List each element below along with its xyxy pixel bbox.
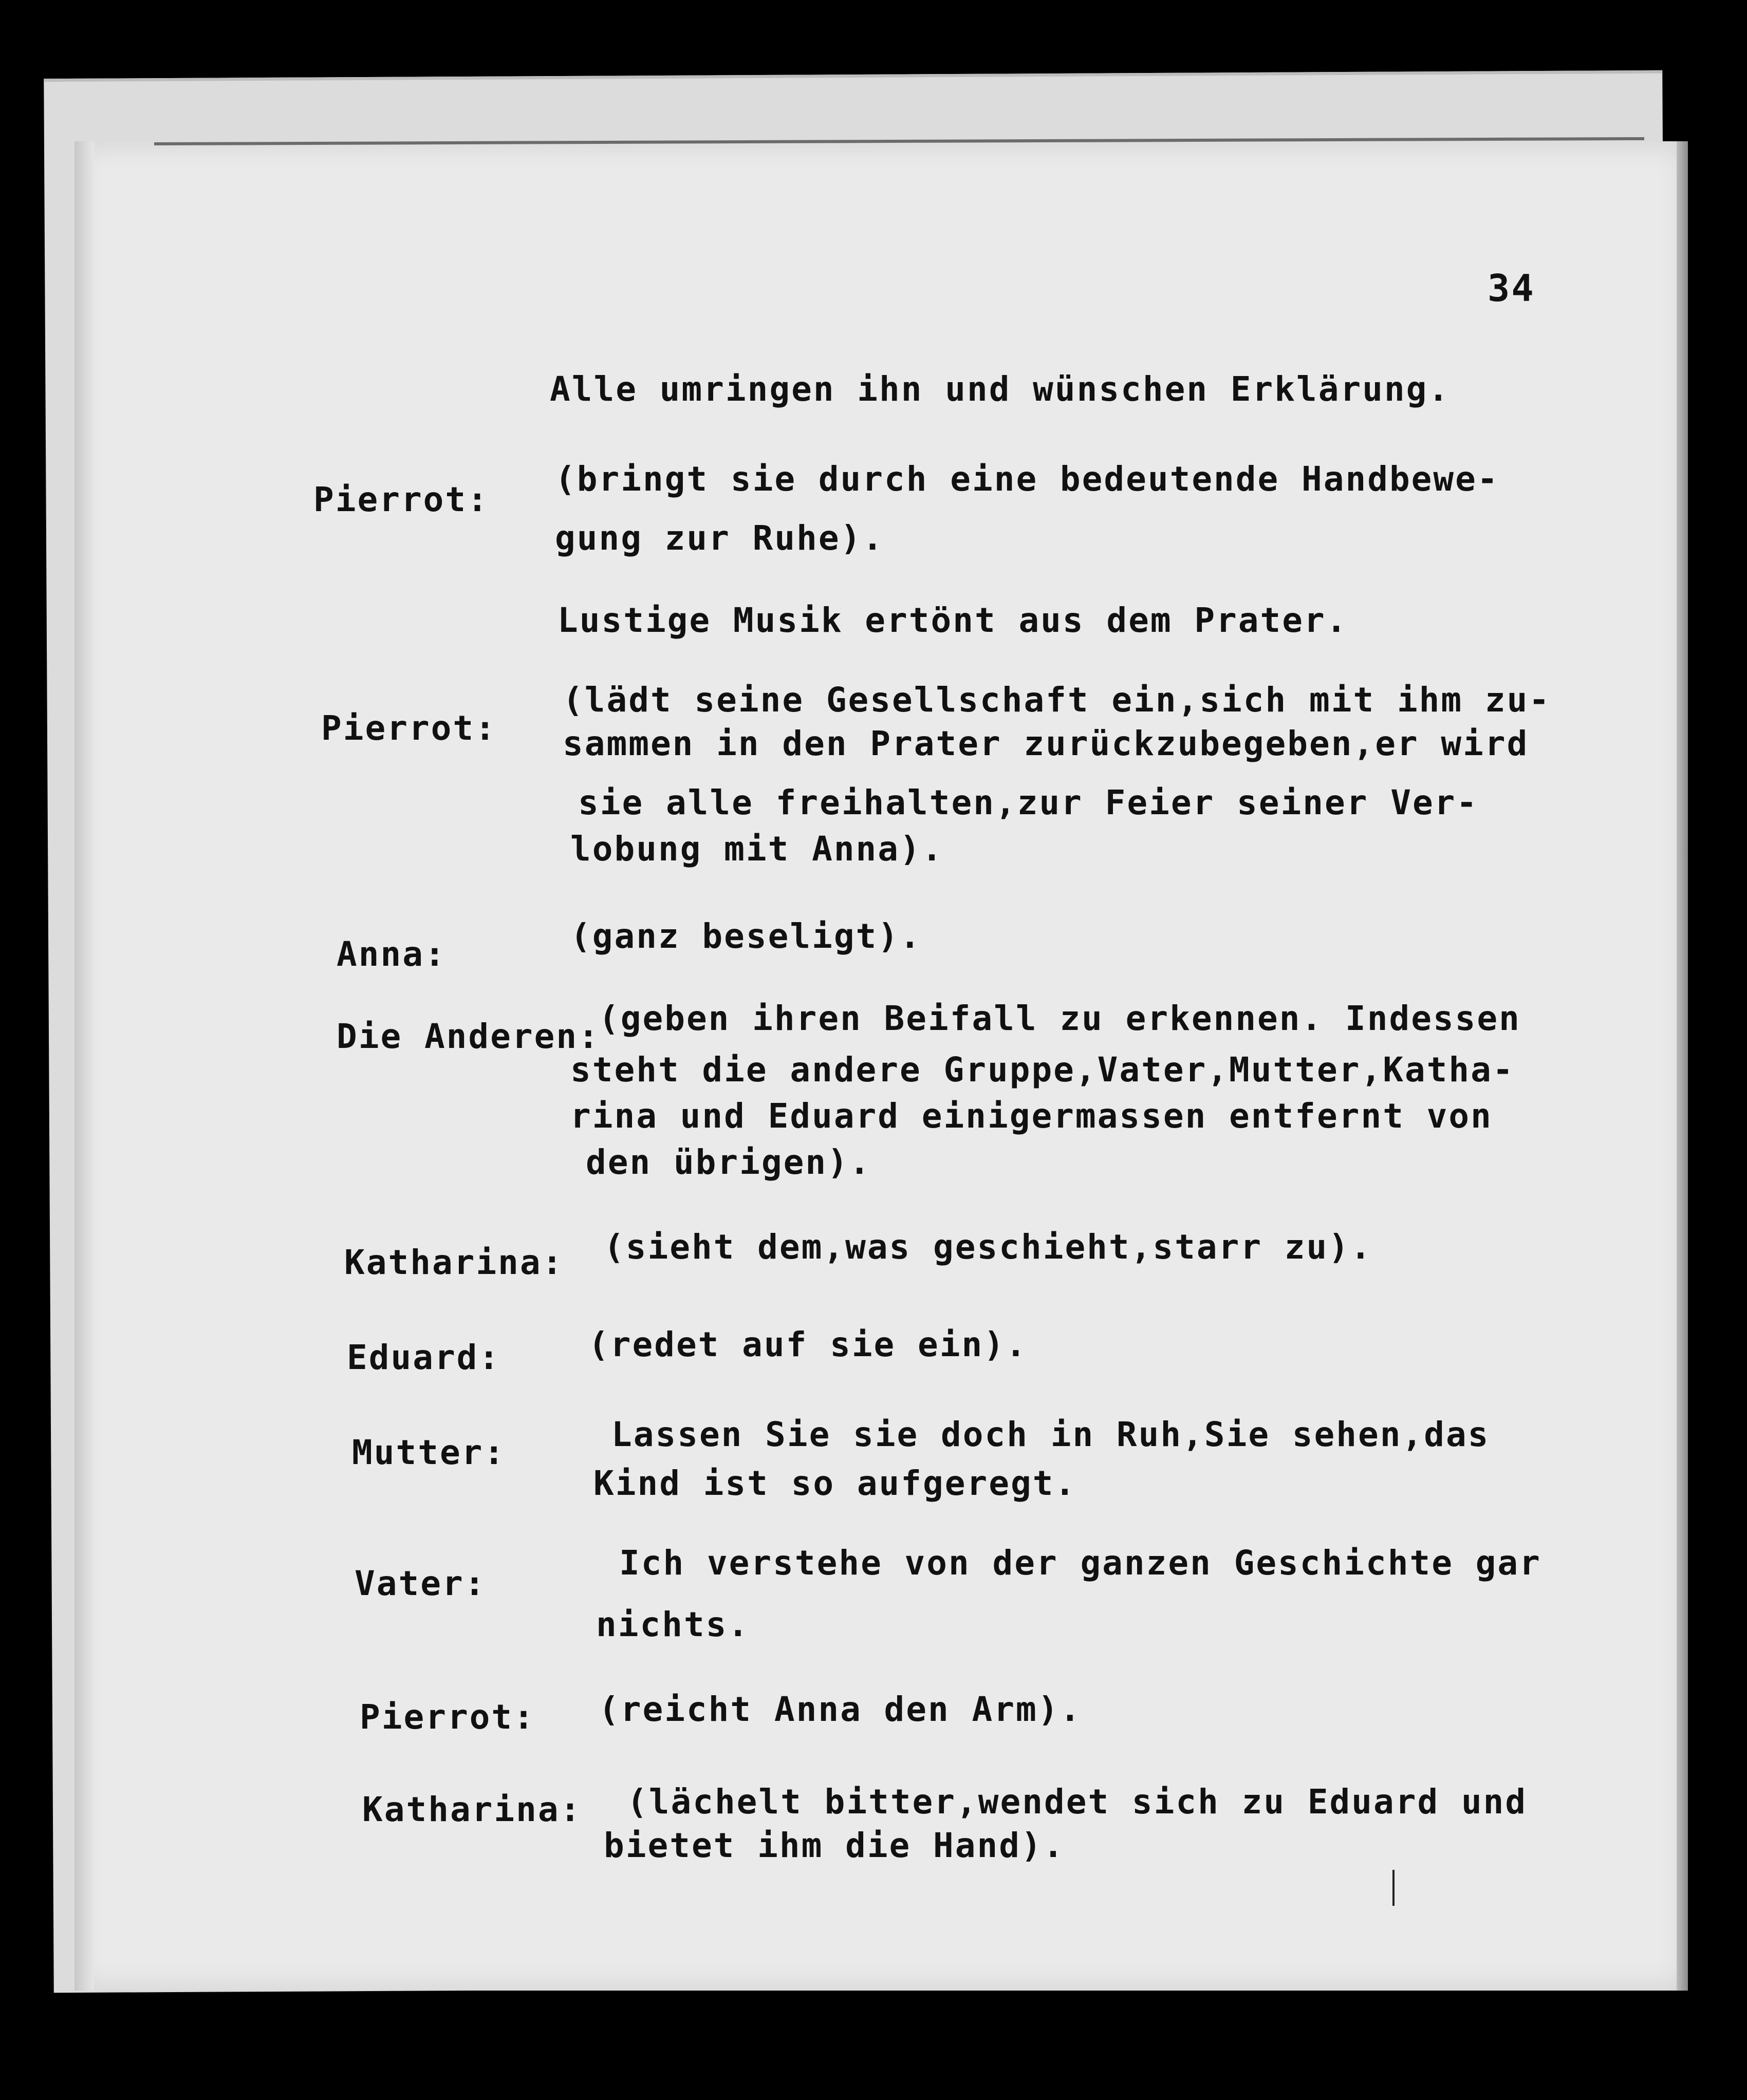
- dialogue-line: Ich verstehe von der ganzen Geschichte gar: [619, 1543, 1541, 1583]
- page-number: 34: [1488, 267, 1535, 310]
- pencil-mark: [1392, 1870, 1395, 1906]
- dialogue-line: lobung mit Anna).: [570, 829, 944, 869]
- speaker-label: Eduard:: [347, 1338, 501, 1377]
- speaker-label: Die Anderen:: [337, 1017, 600, 1056]
- speaker-label: Pierrot:: [360, 1697, 535, 1737]
- speaker-label: Katharina:: [344, 1243, 564, 1282]
- stage-direction-line: Alle umringen ihn und wünschen Erklärung.: [550, 369, 1451, 409]
- speaker-label: Anna:: [337, 934, 447, 974]
- dialogue-line: gung zur Ruhe).: [555, 518, 885, 558]
- dialogue-line: den übrigen).: [586, 1142, 871, 1182]
- dialogue-line: bietet ihm die Hand).: [604, 1826, 1065, 1865]
- stage-direction-line: Lustige Musik ertönt aus dem Prater.: [557, 601, 1348, 640]
- dialogue-line: (reicht Anna den Arm).: [599, 1690, 1082, 1729]
- dialogue-line: (bringt sie durch eine bedeutende Handbewe-: [555, 459, 1499, 499]
- dialogue-line: (lädt seine Gesellschaft ein,sich mit ihm zu-: [563, 680, 1551, 720]
- dialogue-line: nichts.: [596, 1605, 750, 1644]
- dialogue-line: rina und Eduard einigermassen entfernt von: [570, 1096, 1493, 1136]
- speaker-label: Mutter:: [352, 1433, 506, 1472]
- dialogue-line: Lassen Sie sie doch in Ruh,Sie sehen,das: [611, 1415, 1490, 1454]
- dialogue-line: sie alle freihalten,zur Feier seiner Ver-: [578, 783, 1479, 822]
- dialogue-line: Kind ist so aufgeregt.: [593, 1464, 1077, 1503]
- dialogue-line: steht die andere Gruppe,Vater,Mutter,Katha-: [570, 1050, 1515, 1090]
- speaker-label: Pierrot:: [321, 708, 497, 748]
- dialogue-line: (lächelt bitter,wendet sich zu Eduard und: [627, 1782, 1528, 1822]
- dialogue-line: sammen in den Prater zurückzubegeben,er wird: [563, 724, 1529, 763]
- speaker-label: Pierrot:: [313, 480, 489, 519]
- speaker-label: Katharina:: [362, 1790, 582, 1829]
- speaker-label: Vater:: [355, 1564, 487, 1603]
- sheet-edge: [75, 141, 94, 1991]
- dialogue-line: (ganz beseligt).: [570, 916, 922, 956]
- dialogue-line: (redet auf sie ein).: [588, 1325, 1028, 1364]
- dialogue-line: (geben ihren Beifall zu erkennen. Indessen: [599, 999, 1521, 1038]
- dialogue-line: (sieht dem,was geschieht,starr zu).: [604, 1227, 1372, 1267]
